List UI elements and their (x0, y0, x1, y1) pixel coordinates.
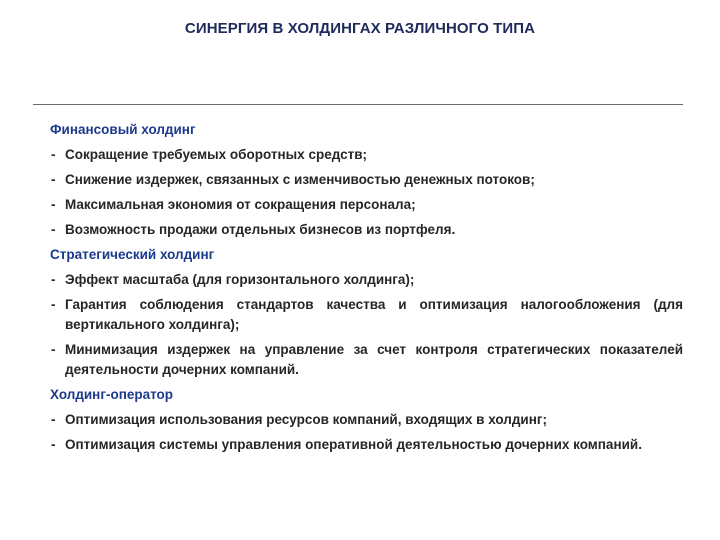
list-item: - Оптимизация использования ресурсов компаний, входящих в холдинг; (50, 410, 683, 430)
section-financial-holding (50, 120, 683, 240)
list-item: - Оптимизация системы управления оперативной деятельностью дочерних компаний. (50, 435, 683, 455)
bullet-list (50, 145, 683, 240)
bullet-list (50, 410, 683, 455)
section-operating-holding (50, 385, 683, 455)
section-strategic-holding (50, 245, 683, 380)
section-heading: Финансовый холдинг (50, 122, 196, 137)
list-item: - Гарантия соблюдения стандартов качества и оптимизация налогообложения (для вертикального холдинга); (50, 295, 683, 335)
page-title: СИНЕРГИЯ В ХОЛДИНГАХ РАЗЛИЧНОГО ТИПА (184, 20, 536, 37)
content-body (50, 120, 683, 460)
section-heading: Стратегический холдинг (50, 247, 215, 262)
bullet-list (50, 270, 683, 380)
section-heading: Холдинг-оператор (50, 387, 174, 402)
list-item: - Возможность продажи отдельных бизнесов из портфеля. (50, 220, 683, 240)
list-item: - Снижение издержек, связанных с изменчивостью денежных потоков; (50, 170, 683, 190)
title-divider (33, 104, 683, 105)
list-item: - Минимизация издержек на управление за счет контроля стратегических показателей деятельности дочерних компаний. (50, 340, 683, 380)
list-item: - Максимальная экономия от сокращения персонала; (50, 195, 683, 215)
list-item: - Сокращение требуемых оборотных средств; (50, 145, 683, 165)
list-item: - Эффект масштаба (для горизонтального холдинга); (50, 270, 683, 290)
